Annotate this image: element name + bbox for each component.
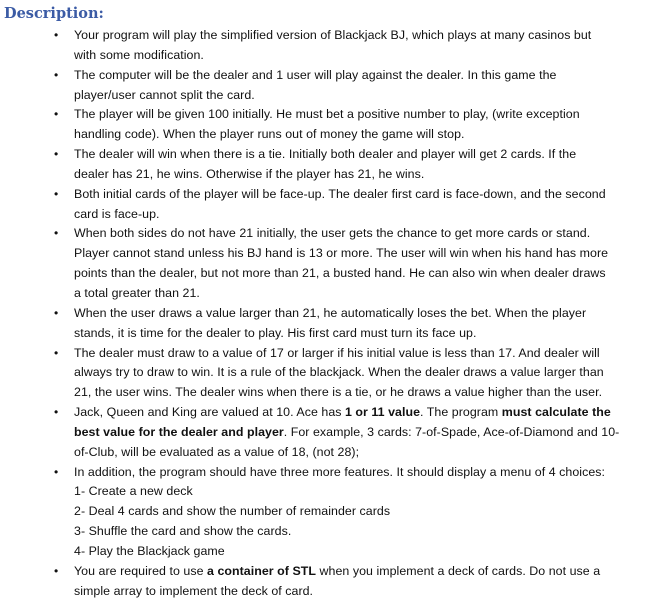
list-item [4,145,643,185]
text-line [74,105,643,125]
bold-text: best value for the dealer and player [74,424,284,439]
text-line [74,26,643,46]
text-segment: Jack, Queen and King are valued at 10. Ace has [74,405,345,420]
bullet-icon: • [54,186,59,201]
text-segment: a total greater than 21. [74,285,200,300]
bullet-icon: • [54,28,59,42]
description-list [4,26,643,601]
text-line [74,522,643,542]
text-segment: 3- Shuffle the card and show the cards. [74,524,292,539]
text-segment: player/user cannot split the card. [74,87,255,102]
text-line [74,482,643,502]
description-heading: Description: [4,5,104,22]
text-segment: with some modification. [74,47,204,62]
text-segment: Your program will play the simplified version of Blackjack BJ, which plays at many casinos but [74,28,592,42]
text-line [74,165,643,185]
text-segment: When both sides do not have 21 initially, the user gets the chance to get more cards or stand. [74,226,591,241]
list-item [4,304,643,344]
text-segment: The dealer must draw to a value of 17 or larger if his initial value is less than 17. And dealer will [74,345,600,360]
list-item [4,26,643,66]
text-segment: The player will be given 100 initially. He must bet a positive number to play, (write exception [74,107,580,122]
text-line [74,205,643,225]
bullet-icon: • [54,305,59,320]
text-line [74,86,643,106]
text-segment: In addition, the program should have three more features. It should display a menu of 4 choices: [74,464,606,479]
text-segment: card is face-up. [74,206,160,221]
list-item [4,403,643,463]
text-segment: of-Club, will be evaluated as a value of 18, (not 28); [74,444,360,459]
text-line [74,502,643,522]
text-segment: points than the dealer, but not more than 21, a busted hand. He can also win when dealer draws [74,266,606,281]
text-line [74,443,643,463]
text-segment: simple array to implement the deck of card. [74,583,314,598]
list-item [4,105,643,145]
text-line [74,403,643,423]
list-item [4,562,643,602]
text-segment: . The program [420,405,502,420]
text-segment: when you implement a deck of cards. Do not use a [316,563,601,578]
text-line [74,46,643,66]
bold-text: must calculate the [501,405,611,420]
text-line [74,423,643,443]
text-segment: Player cannot stand unless his BJ hand is 13 or more. The user will win when his hand has more [74,246,609,261]
text-segment: 4- Play the Blackjack game [74,543,225,558]
text-line [74,463,643,483]
text-line [74,344,643,364]
list-item [4,66,643,106]
text-line [74,383,643,403]
bold-text: a container of STL [207,563,317,578]
bullet-icon: • [54,405,59,420]
text-segment: dealer has 21, he wins. Otherwise if the player has 21, he wins. [74,166,425,181]
text-line [74,125,643,145]
text-segment: The dealer will win when there is a tie. Initially both dealer and player will get 2 cards. If the [74,147,577,162]
bold-text: 1 or 11 value [345,405,421,420]
text-segment: 2- Deal 4 cards and show the number of remainder cards [74,504,391,519]
list-item [4,344,643,404]
bullet-icon: • [54,345,59,360]
text-line [74,185,643,205]
text-line [74,284,643,304]
list-item [4,463,643,562]
text-line [74,324,643,344]
text-segment: 21, the user wins. The dealer wins when there is a tie, or he draws a value higher than the user. [74,385,603,400]
text-segment: always try to draw to win. It is a rule of the blackjack. When the dealer draws a value larger than [74,365,604,380]
text-segment: You are required to use [74,563,208,578]
text-segment: . For example, 3 cards: 7-of-Spade, Ace-of-Diamond and 10- [283,424,620,439]
bullet-icon: • [54,67,59,82]
bullet-icon: • [54,563,59,578]
text-line [74,582,643,602]
text-line [74,304,643,324]
text-line [74,562,643,582]
text-segment: Both initial cards of the player will be face-up. The dealer first card is face-down, and the second [74,186,606,201]
text-segment: handling code). When the player runs out of money the game will stop. [74,127,465,142]
bullet-icon: • [54,107,59,122]
text-segment: The computer will be the dealer and 1 user will play against the dealer. In this game the [74,67,557,82]
text-segment: 1- Create a new deck [74,484,193,499]
text-line [74,244,643,264]
list-item [4,224,643,303]
text-line [74,264,643,284]
text-segment: When the user draws a value larger than 21, he automatically loses the bet. When the player [74,305,587,320]
bullet-icon: • [54,464,59,479]
list-item [4,185,643,225]
text-line [74,145,643,165]
bullet-icon: • [54,226,59,241]
text-line [74,363,643,383]
text-line [74,224,643,244]
bullet-icon: • [54,147,59,162]
text-line [74,542,643,562]
text-line [74,66,643,86]
text-segment: stands, it is time for the dealer to play. His first card must turn its face up. [74,325,477,340]
